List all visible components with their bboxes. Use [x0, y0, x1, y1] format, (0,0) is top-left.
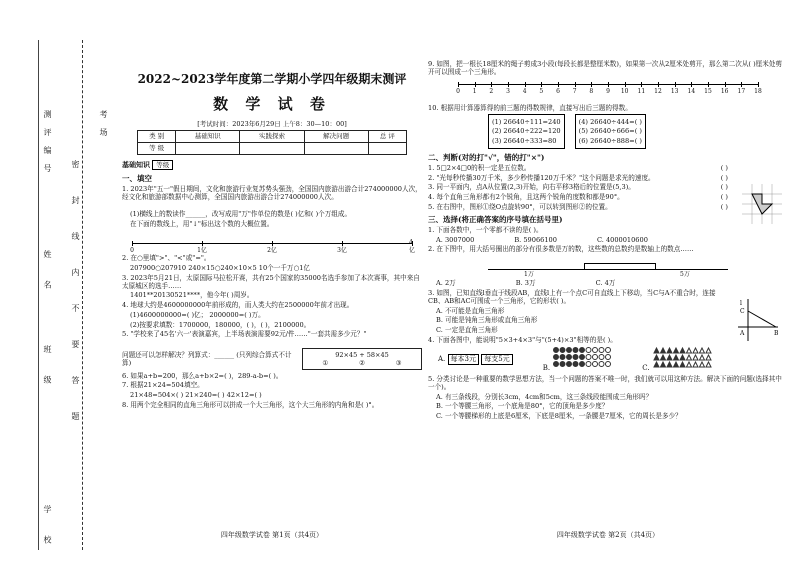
question-9: 9. 如图，把一根长18厘米的绳子剪成3小段(每段长都是整厘米数)，如果第一次从2厘米处剪开，那么第二次从( )厘米处剪开可以围成一个三角形。 [428, 60, 783, 77]
question-1: 1. 2023年"五一"假日期间，文化和旅游行业复苏势头强劲，全国国内旅游出游合计274000000人次，经文化和旅游部数据中心测算，全国国内旅游出游合计274000000人次。 [122, 184, 422, 202]
dot [586, 355, 591, 360]
ruler-tick [608, 82, 609, 87]
ruler-label: 10 [620, 88, 629, 95]
triangle [660, 348, 665, 353]
judge-1: 1. 5□2×4□0的积一定是五位数。 [428, 163, 531, 172]
ruler-label: 16 [720, 88, 729, 95]
question-2-items: 207900○207910 240×15○240×10×5 10个一千万○1亿 [130, 264, 311, 273]
question-5: 5. "学校来了45名'六一'表演嘉宾，上半场表演需要92元/件……"一套共需多少元？" [122, 330, 367, 339]
score-cell[interactable] [368, 142, 406, 154]
dot [593, 348, 598, 353]
triangle [699, 362, 704, 367]
choice-2-options [428, 279, 788, 287]
calc-mark: ② [359, 358, 365, 367]
judge-answer[interactable]: ( ) [720, 202, 728, 211]
ruler-tick [525, 82, 526, 87]
choice-2: 2. 在下图中，用大括号圈出的部分有很多数是万的数，这些数的总数约是数轴上的数点…… [428, 245, 694, 254]
dot [599, 348, 604, 353]
svg-text:l: l [740, 300, 742, 308]
figure-b[interactable]: B. [543, 346, 613, 373]
dot-array [552, 346, 612, 370]
calc-line: (2) 26640÷222=120 [492, 127, 561, 136]
calc-line: (3) 26640÷333=80 [492, 137, 557, 146]
triangle [680, 355, 685, 360]
ruler-label: 14 [687, 88, 696, 95]
score-cell[interactable] [240, 142, 304, 154]
section-judge: 二、判断(对的打"√"，错的打"×") [428, 152, 545, 162]
calc-pattern-right [575, 114, 646, 149]
page-1-footer: 四年级数学试卷 第1页（共4页） [220, 531, 324, 540]
ruler-tick [675, 82, 676, 87]
number-line: 0 1亿 2亿 3亿 4亿 [132, 230, 412, 244]
ruler-tick [475, 82, 476, 87]
dot [586, 362, 591, 367]
dot [560, 362, 565, 367]
ruler-tick [758, 82, 759, 87]
ruler-tick [591, 82, 592, 87]
judge-4: 4. 每个直角三角形都有2个锐角，且这两个锐角的度数和都是90°。 [428, 193, 624, 202]
choice-4-figures [438, 346, 788, 374]
calc-line: (1) 26640÷111=240 [492, 117, 561, 126]
dot [593, 355, 598, 360]
class-label: 班 级 [43, 345, 52, 394]
section-choice: 三、选择(将正确答案的序号填在括号里) [428, 214, 563, 224]
calc-line[interactable]: (5) 26640÷666=( ) [578, 127, 642, 136]
figure-c[interactable]: C. [642, 346, 712, 373]
ruler-label: 1 [472, 88, 477, 95]
scale-label: 1万 [524, 271, 534, 279]
judge-3: 3. 同一平面内，点A从位置(2,3)开始，向右平移3格后的位置是(5,3)。 [428, 183, 635, 192]
dot [580, 355, 585, 360]
option-c[interactable]: C. 一个等腰梯形的上底是6厘米，下底是8厘米，一条腰是7厘米，它的周长是多少？ [436, 411, 682, 420]
dot [599, 362, 604, 367]
triangle [654, 362, 659, 367]
judge-answer[interactable]: ( ) [720, 183, 728, 192]
subject-title: 数 学 试 卷 [213, 95, 331, 113]
judge-2: 2. "光每秒传播30万千米，多少秒传播120万千米？"这个问题是求光的速度。 [428, 173, 655, 182]
score-header: 解决问题 [304, 130, 368, 142]
question-6: 6. 如果a+b=200，那么a+b×2=( )，289-a-b=( )。 [122, 371, 283, 380]
option-a[interactable]: A. 有三条线段，分别长3cm，4cm和5cm，这三条线段能围成三角形吗？ [436, 392, 653, 401]
seat-label: 考场 [99, 110, 108, 146]
dot [560, 355, 565, 360]
question-3: 3. 2023年5月21日，太原国际马拉松开赛，共有25个国家的35000名选手参加了本次赛事，其中来自太原城区的选手…… [122, 273, 420, 290]
ruler-label: 7 [572, 88, 577, 95]
triangle [660, 355, 665, 360]
question-1-2: 在下面的数线上，用"↓"标出这个数的大概位置。 [130, 220, 274, 229]
ruler-label: 4 [522, 88, 527, 95]
choice-4: 4. 下面各图中，能说明"5×3+4×3"与"(5+4)×3"相等的是( )。 [428, 335, 617, 344]
svg-text:A: A [740, 330, 745, 338]
question-4-1: (1)4600000000=( )亿； 2000000=( )万。 [130, 310, 265, 319]
score-cell[interactable] [304, 142, 368, 154]
option-b[interactable]: B. 可能是钝角三角形或直角三角形 [436, 316, 538, 325]
dot [560, 348, 565, 353]
brace [584, 263, 656, 269]
score-header: 类 别 [138, 130, 176, 142]
judge-answer[interactable]: ( ) [720, 163, 728, 172]
dot [567, 362, 572, 367]
question-4-2: (2)按要求填数：1700000，180000，( )，( )，2100000。 [130, 320, 311, 329]
dot [554, 362, 559, 367]
triangle [660, 362, 665, 367]
price-tag: 每本3元 [448, 354, 479, 365]
ruler-tick [641, 82, 642, 87]
dot [554, 348, 559, 353]
option-c[interactable]: C. 一定是直角三角形 [436, 326, 498, 335]
school-label: 学 校 [43, 505, 52, 554]
exam-time: [考试时间：2023年6月29日 上午8：30—10：00] [197, 119, 347, 128]
choice-3-block [428, 289, 788, 338]
option-b[interactable]: B. 59066100 [514, 235, 557, 244]
name-label: 姓 名 [43, 250, 52, 299]
calc-pattern [488, 114, 788, 149]
triangle [667, 348, 672, 353]
price-tag: 每支5元 [481, 354, 512, 365]
judge-list [428, 164, 788, 211]
score-header: 总 评 [368, 130, 406, 142]
triangle [654, 355, 659, 360]
ruler-tick [508, 82, 509, 87]
calc-box [302, 348, 422, 370]
question-10: 10. 根据用计算器算得的前三题的得数规律，直接写出后三题的得数。 [428, 104, 632, 112]
triangle [693, 355, 698, 360]
question-5-alt: 问题还可以怎样解决？列算式：______ (只列综合算式不计算) [122, 350, 292, 367]
triangle [693, 362, 698, 367]
triangle [693, 348, 698, 353]
triangle [706, 355, 711, 360]
ruler-label: 5 [539, 88, 544, 95]
ruler-label: 8 [589, 88, 594, 95]
exam-title: 2022~2023学年度第二学期小学四年级期末测评 [137, 72, 407, 86]
option-a[interactable]: A. 3007000 [436, 235, 475, 244]
ruler-tick [491, 82, 492, 87]
ruler-label: 15 [704, 88, 712, 95]
exam-no-label: 测评编号 [43, 110, 52, 182]
ruler-tick [541, 82, 542, 87]
ruler-tick [708, 82, 709, 87]
option-b[interactable]: B. 3万 [515, 279, 536, 288]
question-7: 7. 根据21×24=504填空。 [122, 381, 204, 390]
triangle-array [652, 346, 712, 370]
ruler-tick [741, 82, 742, 87]
triangle [673, 362, 678, 367]
ruler-label: 6 [556, 88, 560, 95]
dot [554, 355, 559, 360]
ruler-label: 9 [606, 88, 610, 95]
choice-5: 5. 分类讨论是一种重要的数学思想方法，当一个问题的答案不唯一时，我们就可以用这种方法。解决下面的问题(选择其中一个)。 [428, 375, 782, 391]
calc-line[interactable]: (4) 26640÷444=( ) [578, 117, 642, 126]
question-7-items: 21×48=504×( ) 21×240=( ) 42×12=( ) [130, 390, 262, 399]
triangle [706, 362, 711, 367]
ruler-tick [658, 82, 659, 87]
svg-text:C: C [740, 308, 745, 316]
dot [606, 362, 611, 367]
question-3-id: 1401**20130521****，他今年( )周岁。 [130, 291, 254, 300]
page-2 [428, 10, 788, 550]
option-c[interactable]: C. 4万 [595, 279, 616, 288]
dot [573, 362, 578, 367]
question-2: 2. 在○里填">"、"<"或"="。 [122, 254, 211, 263]
ruler [456, 80, 762, 98]
ruler-label: 11 [637, 88, 646, 95]
calc-mark: ① [322, 358, 329, 367]
ruler-label: 13 [670, 88, 679, 95]
option-a[interactable]: A. 2万 [436, 279, 456, 288]
ruler-tick [575, 82, 576, 87]
ruler-label: 0 [456, 88, 460, 95]
triangle [699, 355, 704, 360]
basic-grade-row [122, 160, 422, 170]
seal-text: 密封线内不要答题 [71, 160, 80, 448]
triangle [686, 355, 691, 360]
calc-mark: ③ [395, 358, 402, 367]
dot [599, 355, 604, 360]
triangle [686, 362, 691, 367]
score-header: 基础知识 [176, 130, 240, 142]
ruler-tick [625, 82, 626, 87]
ruler-tick [691, 82, 692, 87]
basic-label: 基础知识 [122, 159, 150, 169]
dot [606, 355, 611, 360]
dot [567, 348, 572, 353]
question-4: 4. 地球大约是4600000000年前形成的，而人类大约在2500000年前才出现。 [122, 301, 354, 310]
dot [573, 348, 578, 353]
triangle [706, 348, 711, 353]
score-table [137, 130, 407, 155]
triangle [654, 348, 659, 353]
choice-2-numline [488, 263, 728, 277]
question-5-row [122, 348, 422, 370]
triangle [667, 355, 672, 360]
calc-pattern-left [488, 114, 565, 149]
page-1 [122, 10, 422, 550]
ruler-label: 2 [489, 88, 494, 95]
judge-answer[interactable]: ( ) [720, 173, 728, 182]
seal-line [82, 40, 83, 550]
dot [580, 348, 585, 353]
choice-3: 3. 如图，已知直线l垂直于线段AB，直线l上有一个点C可自直线上下移动，当C与A不重合时，连接CB、AB和AC可围成一个三角形，它的形状( )。 [428, 289, 716, 306]
triangle [680, 348, 685, 353]
option-c[interactable]: C. 4000010600 [596, 235, 648, 244]
ruler-tick [458, 82, 459, 87]
calc-box-expr: 92×45 + 58×45 [335, 350, 389, 359]
judge-5: 5. 在右图中，图形①绕O点旋转90°，可以转到图形②的位置。 [428, 202, 612, 211]
score-cell[interactable] [176, 142, 240, 154]
dot [586, 348, 591, 353]
ruler-label: 12 [654, 88, 662, 95]
dot [606, 348, 611, 353]
calc-line[interactable]: (6) 26640÷888=( ) [578, 137, 642, 146]
svg-text:B: B [774, 330, 779, 338]
triangle [680, 362, 685, 367]
choice-1-options [428, 236, 788, 244]
triangle [673, 348, 678, 353]
figure-a[interactable]: A. 每本3元 每支5元 [438, 354, 513, 365]
grade-box[interactable]: 等级 [152, 160, 173, 170]
ruler-tick [558, 82, 559, 87]
ruler-label: 3 [506, 88, 510, 95]
option-a[interactable]: A. 不可能是直角三角形 [436, 306, 505, 315]
triangle [699, 348, 704, 353]
perpendicular-figure [736, 297, 782, 343]
ruler-tick [725, 82, 726, 87]
dot [593, 362, 598, 367]
rotation-figure [742, 184, 782, 224]
section-fill-in: 一、填空 [122, 174, 152, 183]
choice-1: 1. 下面各数中，一个零都不读的是( )。 [428, 225, 543, 234]
triangle [673, 355, 678, 360]
binding-line [38, 40, 39, 550]
binding-margin [0, 0, 118, 561]
question-1-1: (1)横线上的数读作______，改写成用"万"作单位的数是( )亿和( )个万组成。 [130, 210, 352, 219]
score-header: 实践探索 [240, 130, 304, 142]
question-8: 8. 用两个完全相同的直角三角形可以拼成一个大三角形，这个大三角形的内角和是( )°。 [122, 400, 379, 409]
dot [573, 355, 578, 360]
triangle [686, 348, 691, 353]
score-row-label: 等 级 [138, 142, 176, 154]
dot [580, 362, 585, 367]
ruler-label: 17 [737, 88, 746, 95]
ruler-label: 18 [754, 88, 762, 95]
triangle [667, 362, 672, 367]
dot [567, 355, 572, 360]
option-b[interactable]: B. 一个等腰三角形，一个底角是80°，它的顶角是多少度？ [436, 402, 609, 411]
judge-answer[interactable]: ( ) [720, 193, 728, 202]
page-2-footer: 四年级数学试卷 第2页（共4页） [556, 531, 660, 540]
scale-label: 5万 [680, 271, 690, 279]
